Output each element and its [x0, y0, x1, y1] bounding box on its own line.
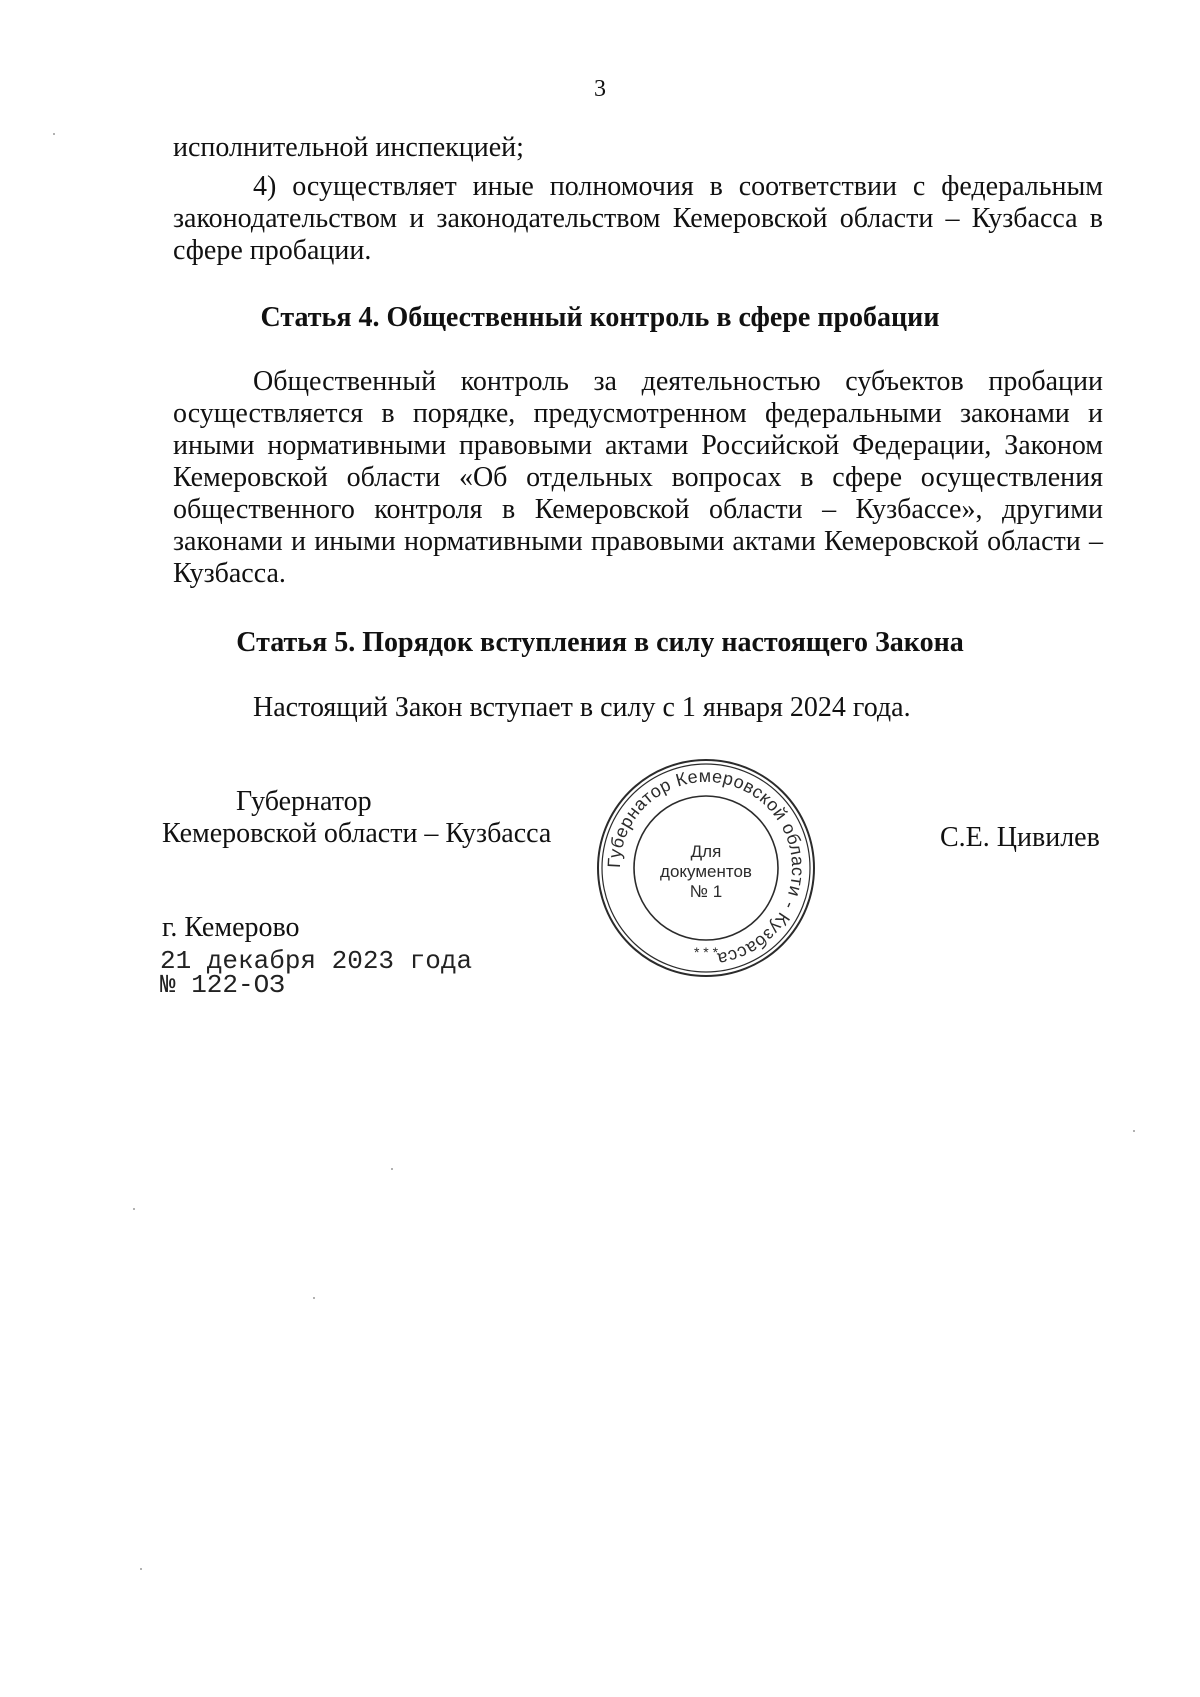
page-number: 3 — [594, 76, 606, 102]
article-5-text: Настоящий Закон вступает в силу с 1 января 2024 года. — [253, 692, 911, 723]
scan-speck — [133, 1208, 135, 1210]
official-stamp — [595, 757, 817, 979]
date: 21 декабря 2023 года — [160, 946, 473, 976]
stamp-bottom-mark: * * * — [693, 944, 719, 960]
scan-speck — [391, 1168, 393, 1170]
stamp-center-line1: Для — [690, 842, 722, 861]
item-4-text: 4) осуществляет иные полномочия в соответствии с федеральным законодательством и законодательством Кемеровской области – Кузбасса в сфере пробации. — [173, 171, 1103, 266]
signatory-title-line1: Губернатор — [236, 786, 372, 817]
article-4-heading: Статья 4. Общественный контроль в сфере пробации — [260, 302, 940, 333]
scan-speck — [313, 1297, 315, 1299]
article-4-text: Общественный контроль за деятельностью субъектов пробации осуществляется в порядке, предусмотренном федеральными законами и иными нормативными правовыми актами Российской Федерации, Законом Кемеровской области «Об отдельных вопросах в сфере осуществления общественного контроля в Кемеровской области – Кузбассе», другими законами и иными нормативными правовыми актами Кемеровской области – Кузбасса. — [173, 366, 1103, 589]
scan-speck — [53, 133, 55, 135]
scan-speck — [1133, 1130, 1135, 1132]
continuation-text: исполнительной инспекцией; — [173, 132, 524, 163]
stamp-center-line2: документов — [660, 862, 752, 881]
signatory-name: С.Е. Цивилев — [940, 822, 1100, 853]
stamp-ring-text: Губернатор Кемеровской области - Кузбасса — [603, 765, 809, 970]
scan-speck — [140, 1568, 142, 1570]
document-number: № 122-ОЗ — [160, 970, 285, 1000]
article-5-heading: Статья 5. Порядок вступления в силу настоящего Закона — [236, 627, 964, 658]
stamp-center-line3: № 1 — [689, 882, 723, 901]
signatory-title-line2: Кемеровской области – Кузбасса — [162, 818, 552, 849]
city: г. Кемерово — [162, 912, 300, 943]
